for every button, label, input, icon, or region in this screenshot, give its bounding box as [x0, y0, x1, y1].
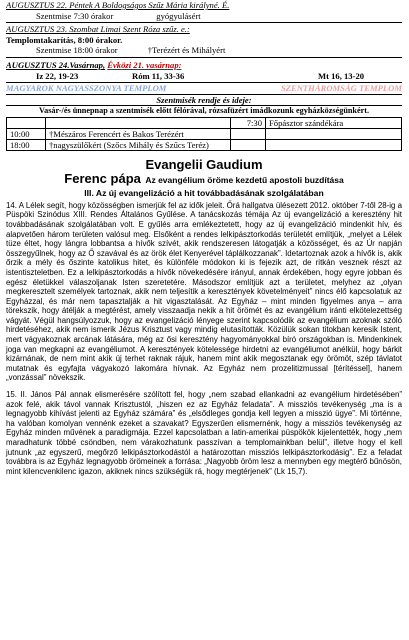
reading-gospel: Mt 16, 13-20 — [318, 70, 365, 81]
table-row: 7:30 Főpásztor szándékára — [7, 117, 402, 128]
church-right: SZENTHÁROMSÁG TEMPLOM — [280, 82, 402, 93]
church-left: MAGYAROK NAGYASSZONYA TEMPLOM — [6, 82, 167, 93]
reading-first: Iz 22, 19-23 — [36, 70, 79, 81]
bulletin-page — [6, 0, 402, 476]
reading-second: Róm 11, 33-36 — [132, 70, 185, 81]
rosary-notice: Vasár-/és ünnepnap a szentmisék előtt félórával, rózsafüzért imádkozunk egyházközségünkért. — [38, 106, 370, 116]
aug22-header: AUGUSZTUS 22. Péntek A Boldogságos Szűz Mária királyné. É. — [6, 0, 230, 10]
aug24-header: AUGUSZTUS 24.Vasárnap, Évközi 21. vasárnap: — [6, 59, 182, 70]
masses-title: Szentmisék rendje és ideje: — [6, 95, 402, 107]
aug23-header: AUGUSZTUS 23. Szombat Limai Szent Róza szűz. e.: — [6, 24, 190, 35]
article-author-line — [6, 172, 402, 187]
article-paragraph-15: 15. II. János Pál annak elismerésére szólított fel, hogy „nem szabad ellankadni az evangélium hirdetésében” azok felé, akik távol vannak Krisztustól, „hiszen ez az Egyház feladata”. A missziós tevékenység „ma is a legnagyobb kihívást jelenti az Egyház számára” és „elsődleges gondja kell legyen a misszió ügye”. Mi történne, ha valóban komolyan vennénk ezeket a szavakat? Egyszerűen elismernénk, hogy a missziós tevékenység az Egyház minden művének a paradigmája. Ezzel kapcsolatban a latin-amerikai püspökök kijelentették, hogy „nem maradhatunk többé csöndben, nem várakozhatunk passzívan a templomainkban belül”, illetve hogy el kell jutnunk „az egyszerű, megőrző lelkipásztorkodástól a határozottan missziós lelkipásztorkodásig”. Ez a feladat továbbra is az Egyház legnagyobb örömeinek a forrása: „Nagyobb öröm lesz a mennyben egy megtérő bűnösön, mint kilencvenkilenc igazon, akiknek nincs szükségük rá, hogy megtérjenek” (Lk 15,7). — [6, 390, 402, 476]
readings-row — [6, 71, 402, 83]
church-names-row — [6, 83, 402, 95]
table-row: 10:00 †Mészáros Ferencért és Bakos Terézért — [7, 128, 402, 139]
aug22-mass-line: Szentmise 7:30 órakor gyógyulásért — [36, 10, 201, 21]
article-subtitle: Az evangélium öröme kezdetű apostoli buzdítása — [145, 174, 344, 185]
divider — [6, 57, 402, 58]
article-author: Ferenc pápa — [64, 170, 141, 186]
divider — [6, 22, 402, 23]
article-title: Evangelii Gaudium — [145, 156, 263, 172]
mass-schedule-table — [6, 117, 402, 151]
article-paragraph-14: 14. A Lélek segít, hogy közösségben ismerjük fel az idők jeleit. Őrá hallgatva ülésezett 2012. október 7-től 28-ig a Püspöki Szinódus XIII. Rendes Általános Gyűlése. A tanácskozás témája Az új evangelizáció a keresztény hit továbbadásának szolgálatában volt. E gyűlés arra emlékeztetett, hogy az új evangelizáció mindenkit hív, és alapvetően három területen valósul meg. Elsőként a rendes lelkipásztorkodás területét említjük, „melyet a Lélek tüze éltet, hogy lángra lobbantsa a hívők szívét, akik rendszeresen látogatják a közösséget, és az Úr napján összegyűlnek, hogy az Ő szavával és az örök élet Kenyerével táplálkozzanak”. Idetartoznak azok a hívők is, akik őrzik a mély és őszinte katolikus hitet, és különféle módokon ki is fejezik azt, de ritkán vesznek részt az istentiszteletben. Ez a lelkipásztorkodás a hívők növekedésére irányul, annak érdekében, hogy egyre jobban és egész életükkel válaszoljanak Isten szeretetére. Másodszor említjük azt a területet, melyhez az „olyan megkeresztelt személyek tartoznak, akik nem teljesítik a keresztények követelményeit” nincs élő kapcsolatuk az Egyházzal, és már nem tapasztalják a hit vigasztalását. Az Egyház – mint minden figyelmes anya – arra törekszik, hogy átélják a megtérést, amely visszaadja nekik a hit örömét és az evangélium iránti elkötelezettség vágyát. Végül hangsúlyozzuk, hogy az evangelizáció lényege szerint kapcsolódik az evangélium azoknak szóló hirdetéséhez, akik nem ismerik Jézus Krisztust vagy mindig elutasították. Közülük sokan titokban keresik Istent, mert vágyakoznak arcának látására, még az ősi keresztény hagyományokkal bíró országokban is. Mindenkinek joga van megkapni az evangéliumot. A keresztények kötelessége hirdetni az evangéliumot anélkül, hogy bárkit kizárnának, de nem mint akik új terhet raknak rájuk, hanem mint akik megosztanak egy örömöt, szép távlatot mutatnak és egyfajta vágyakozó lakomára hívnak. Az Egyház nem prozelitizmussal [térítéssel], hanem „vonzással” növekszik. — [6, 200, 402, 383]
table-row: 18:00 †nagyszülőkért (Szőcs Mihály és Szűcs Teréz) — [7, 139, 402, 150]
aug23-mass-line: Szentmise 18:00 órakor †Terézért és Mihályért — [36, 45, 226, 56]
article-section-heading: III. Az új evangelizáció a hit továbbadásának szolgálatában — [84, 187, 324, 198]
temple-cleaning-line: Templomtakarítás, 8:00 órakor. — [6, 34, 123, 45]
